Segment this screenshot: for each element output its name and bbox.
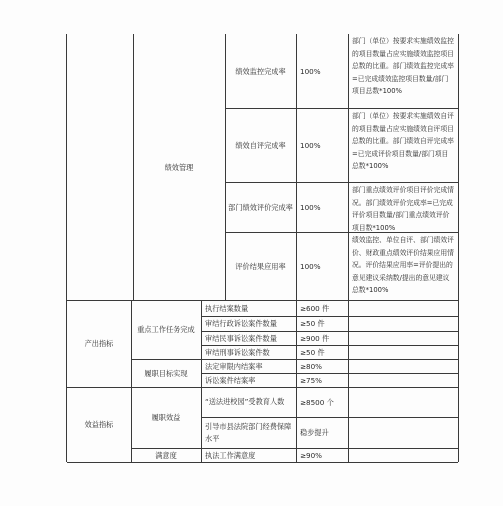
indicator-description: 绩效监控、单位自评、部门绩效评价、财政重点绩效评价结果应用情况。评价结果应用率=评价提出的意见建议采纳数/提出的意见建议总数*100% [352, 236, 454, 295]
indicator-value: 100% [300, 261, 321, 271]
indicator-value: 100% [300, 202, 321, 212]
indicator-value: ≥8500 个 [300, 397, 334, 407]
table-divider [67, 462, 458, 463]
indicator-description: 部门（单位）按要求实施绩效监控的项目数量占应实施绩效监控项目总数的比重。部门绩效监控完成率=已完成绩效监控项目数量/部门项目总数*100% [352, 37, 454, 96]
indicator-name: 审结刑事诉讼案件数 [205, 347, 270, 357]
indicator-name: 评价结果应用率 [235, 261, 286, 271]
benefit-indicator-label: 效益指标 [84, 420, 114, 429]
key-task-label: 重点工作任务完成 [137, 324, 195, 334]
indicator-name: 引导市县法院部门经费保障水平 [205, 421, 292, 443]
indicator-value: ≥90% [300, 450, 322, 460]
indicator-name: 执法工作满意度 [205, 450, 256, 460]
indicator-value: ≥900 件 [300, 333, 330, 343]
indicator-name: “送法进校园”受教育人数 [205, 397, 285, 406]
indicator-name: 绩效自评完成率 [235, 140, 286, 150]
indicator-value: 稳步提升 [300, 428, 329, 437]
indicator-value: ≥600 件 [300, 303, 330, 313]
indicator-value: ≥75% [300, 375, 322, 385]
performance-indicator-table [66, 34, 459, 462]
indicator-name: 执行结案数量 [205, 303, 249, 313]
indicator-name: 审结民事诉讼案件数量 [205, 333, 277, 343]
output-indicator-label: 产出指标 [84, 339, 114, 348]
duty-goal-label: 履职目标实现 [144, 368, 188, 378]
indicator-value: ≥50 件 [300, 347, 325, 357]
indicator-value: ≥50 件 [300, 319, 325, 328]
table-divider [458, 34, 459, 462]
duty-effect-label: 履职效益 [151, 413, 181, 422]
perf-mgmt-label: 绩效管理 [164, 162, 194, 172]
indicator-name: 部门绩效评价完成率 [228, 202, 293, 212]
satisfaction-label: 满意度 [155, 450, 177, 460]
indicator-description: 部门（单位）按要求实施绩效自评的项目数量占应实施绩效自评项目总数的比重。部门绩效自评完成率=已完成评价项目数量/部门项目总数*100% [352, 112, 454, 171]
indicator-value: 100% [300, 66, 321, 76]
indicator-value: 100% [300, 140, 321, 150]
indicator-name: 法定审限内结案率 [205, 361, 263, 371]
indicator-name: 审结行政诉讼案件数量 [205, 319, 277, 328]
indicator-value: ≥80% [300, 361, 322, 371]
indicator-description: 部门重点绩效评价项目评价完成情况。部门绩效评价完成率=已完成评价项目数量/部门重点绩效评价项目数*100% [352, 186, 454, 232]
indicator-name: 诉讼案件结案率 [205, 375, 256, 385]
indicator-name: 绩效监控完成率 [235, 66, 286, 76]
